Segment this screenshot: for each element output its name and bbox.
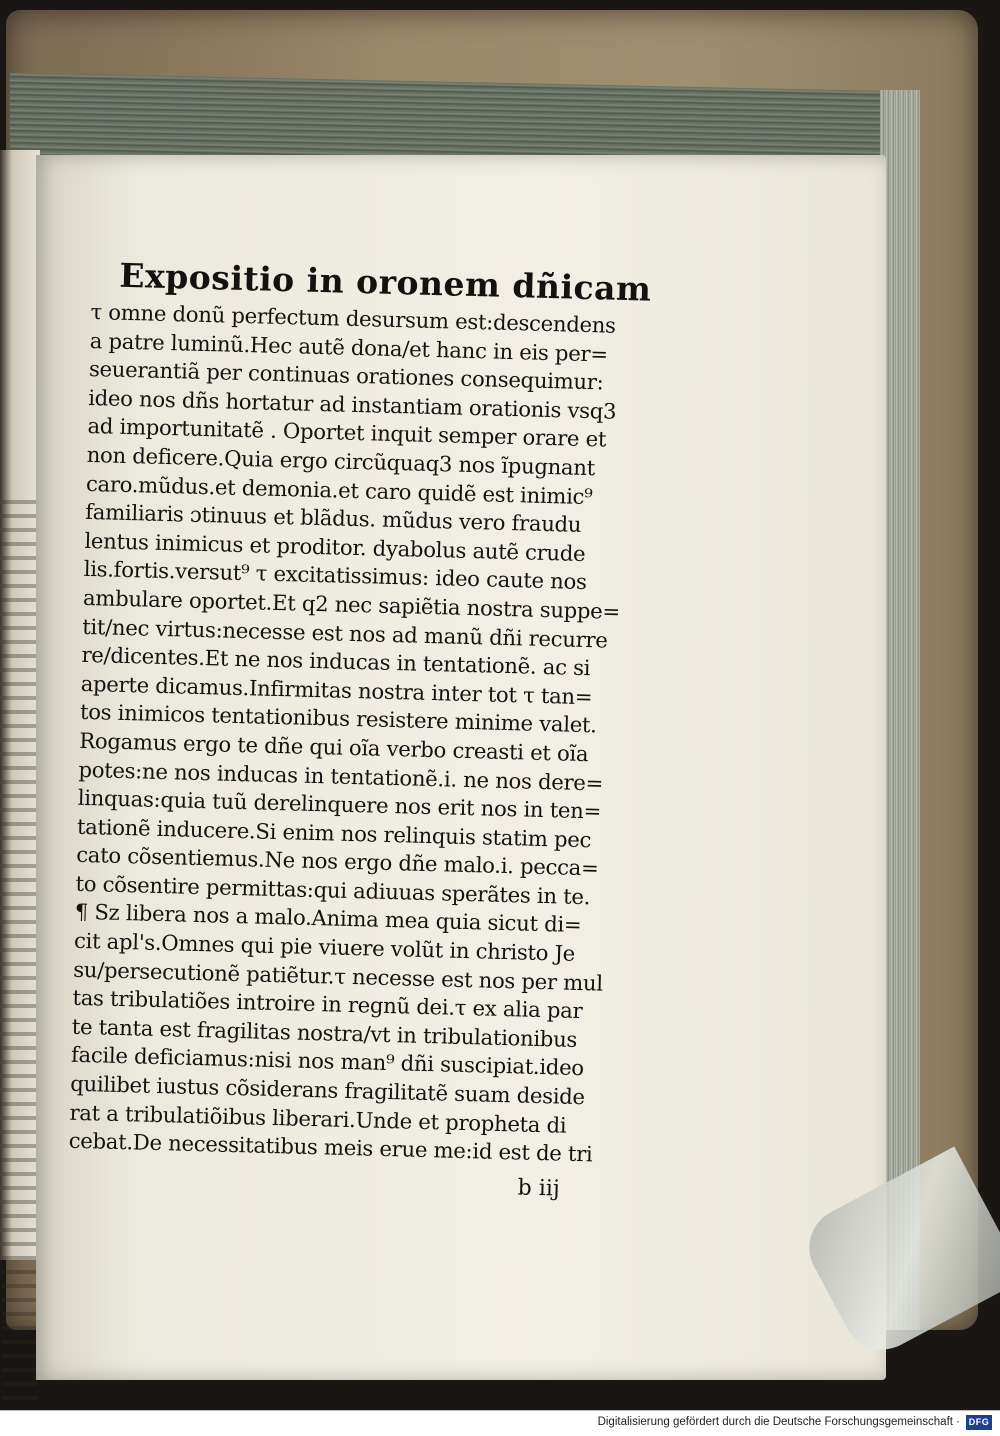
facing-page-edge — [0, 150, 40, 1260]
text-line: aperte dicamus.Infirmitas nostra inter tot τ tan= — [80, 670, 593, 709]
page-stack-fore-edge — [880, 90, 920, 1330]
text-line: a patre luminũ.Hec autẽ dona/et hanc in eis per= — [89, 327, 609, 367]
text-line: tationẽ inducere.Si enim nos relinquis statim pec — [76, 813, 592, 852]
text-line: ¶ Sz libera nos a malo.Anima mea quia sicut di= — [74, 899, 582, 938]
dfg-logo: DFG — [966, 1415, 992, 1430]
text-line: linquas:quia tuũ derelinquere nos erit nos in ten= — [77, 784, 602, 824]
text-line: su/persecutionẽ patiẽtur.τ necesse est nos per mul — [72, 956, 604, 996]
text-line: potes:ne nos inducas in tentationẽ.i. ne nos dere= — [78, 756, 604, 796]
text-line: facile deficiamus:nisi nos man⁹ dñi suscipiat.ideo — [70, 1042, 585, 1081]
text-line: familiaris ɔtinuus et blãdus. mũdus vero fraudu — [84, 499, 582, 538]
text-line: ad importunitatẽ . Oportet inquit semper orare et — [87, 413, 607, 452]
footer-bar — [0, 1410, 1000, 1436]
text-line: tas tribulatiões introire in regnũ dei.τ ex alia par — [72, 984, 583, 1024]
text-line: re/dicentes.Et ne nos inducas in tentationẽ. ac si — [81, 641, 591, 681]
text-line: Rogamus ergo te dñe qui oĩa verbo creasti et oĩa — [78, 727, 589, 767]
signature-mark: b iij — [517, 1175, 561, 1202]
text-line: tos inimicos tentationibus resistere minime valet. — [79, 699, 597, 738]
text-line: non deficere.Quia ergo circũquaq3 nos ĩpugnant — [86, 441, 596, 481]
text-line: cebat.De necessitatibus meis erue me:id est de tri — [68, 1127, 593, 1167]
text-line: quilibet iustus cõsiderans fragilitatẽ suam deside — [69, 1070, 586, 1110]
text-line: ideo nos dñs hortatur ad instantiam orationis vsq3 — [87, 384, 617, 424]
text-line: rat a tribulatiõibus liberari.Unde et propheta di — [69, 1099, 567, 1138]
text-line: cato cõsentiemus.Ne nos ergo dñe malo.i. pecca= — [75, 842, 599, 881]
text-line: lis.fortis.versut⁹ τ excitatissimus: ideo caute nos — [83, 556, 587, 595]
text-line: cit apl's.Omnes qui pie viuere volũt in christo Je — [73, 927, 576, 966]
page-heading: Expositio in oronem dñicam — [118, 255, 652, 309]
text-line: lentus inimicus et proditor. dyabolus autẽ crude — [84, 527, 586, 566]
page-text-block — [68, 255, 687, 1204]
text-line: te tanta est fragilitas nostra/vt in tribulationibus — [71, 1013, 578, 1052]
text-line: tit/nec virtus:necesse est nos ad manũ dñi recurre — [81, 613, 608, 653]
text-line: to cõsentire permittas:qui adiuuas sperãtes in te. — [75, 870, 591, 910]
funding-credit: Digitalisierung gefördert durch die Deutsche Forschungsgemeinschaft · — [597, 1416, 960, 1428]
facing-page-text-fragment — [2, 500, 38, 1400]
text-line: caro.mũdus.et demonia.et caro quidẽ est inimic⁹ — [85, 470, 593, 509]
text-line: τ omne donũ perfectum desursum est:descendens — [90, 298, 617, 338]
text-lines — [68, 298, 685, 1171]
text-line: ambulare oportet.Et q2 nec sapiẽtia nostra suppe= — [82, 584, 621, 624]
text-line: seuerantiã per continuas orationes consequimur: — [88, 356, 604, 395]
